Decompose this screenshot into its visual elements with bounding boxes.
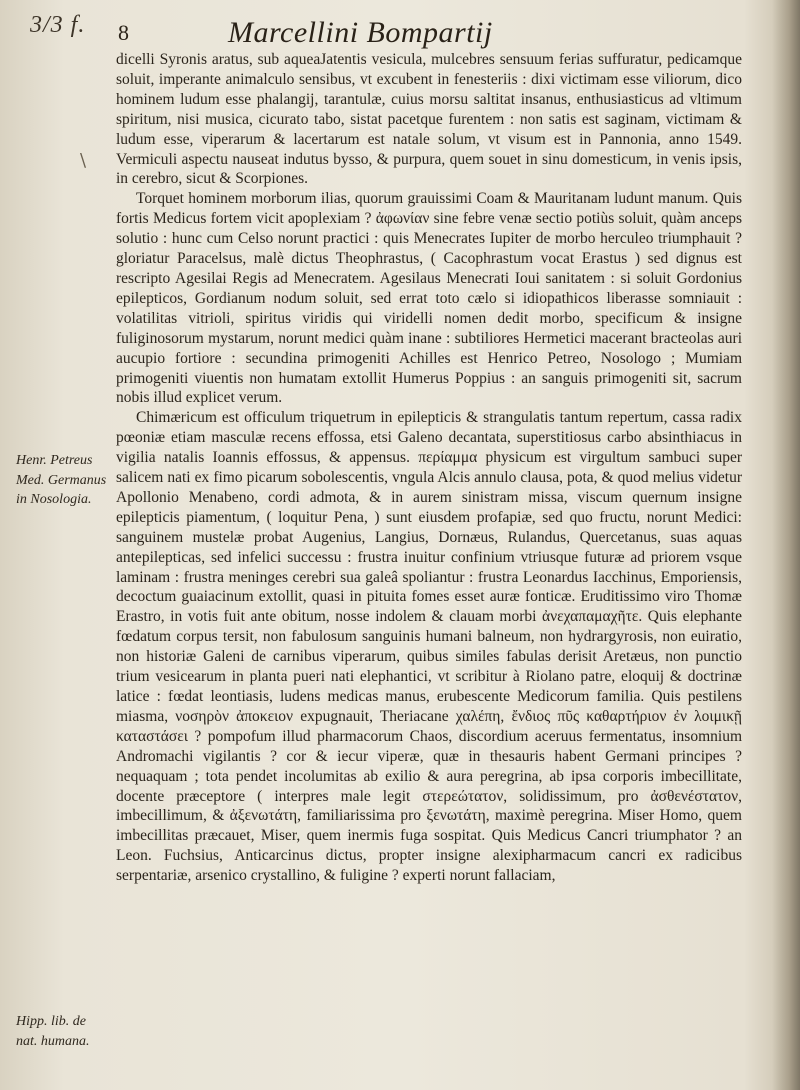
margin-note-hippocrates: Hipp. lib. de nat. humana.	[16, 1014, 90, 1049]
page-header	[118, 14, 658, 52]
page-gutter-shadow	[772, 0, 800, 1090]
body-text	[116, 50, 742, 886]
handwritten-shelfmark: 3/3 f.	[30, 12, 86, 38]
paragraph-venom: dicelli Syronis aratus, sub aqueaJatentis vesicula, mulcebres sensuum ferias suffuratur, pedicamque soluit, imperante animalculo sensibus, vt excubent in fenesteriis : dixi victimam esse viliorum, dico hominem ludum esse phalangij, tarantulæ, cuius morsu saltitat insanus, enthusiasticus ad vltimum spiritum, nisi musica, cicurato tabo, sistat pacetque furentem : non satis est saginam, victimam & ludum esse, viperarum & lacertarum est natale solum, vt visum est in Pannonia, anno 1549. Vermiculi aspectu nauseat indutus bysso, & purpura, quem souet in sinu domesticum, in venis ipsis, in cerebro, sicut & Scorpiones.	[116, 51, 742, 188]
margin-note-petreus: Henr. Petreus Med. Germanus in Nosologia.	[16, 453, 107, 507]
margin-bracket-mark: \	[80, 150, 87, 171]
running-title: Marcellini Bompartij	[228, 16, 493, 49]
page-number: 8	[118, 20, 129, 45]
paragraph-diseases: Torquet hominem morborum ilias, quorum grauissimi Coam & Mauritanam ludunt manum. Quis fortis Medicus fortem vicit apoplexiam ? ἀφωνίαν sine febre venæ sectio potiùs soluit, quàm anceps solutio : hunc cum Celso norunt practici : quis Menecrates Iupiter de morbo herculeo triumphauit ? gloriatur Paracelsus, malè dictus Theophrastus, ( Cacophrastum vocat Erastus ) sed dignus est rescripto Agesilai Regis ad Menecratem. Agesilaus Menecrati Ioui sanitatem : si soluit Gordonius epilepticos, Gordianum nodum soluit, sed errat toto cælo si idiopathicos liberasse somniauit : volatilitas vitrioli, spiritus viridis qui viridelli nomen dedit morbo, specificum & insigne fuliginosorum mystarum, norunt medici quàm inane : subtiliores Hermetici macerant bracteolas auri aucupio fortiore : secundina primogeniti Achilles est Henrico Petreo, Nosologo ; Mumiam primogeniti viuentis non humatam extollit Humerus Poppius : an sanguis primogeniti sit, sacrum nobis illud explicet verum.	[116, 190, 742, 407]
paragraph-remedies: Chimæricum est officulum triquetrum in epilepticis & strangulatis tantum repertum, cassa radix pœoniæ etiam masculæ recens effossa, etsi Galeno decantata, superstitiosus carbo absinthiacus in vigilia natalis Ioannis effossus, & appensus. περίαμμα physicum est virgultum sambuci super salicem nati ex fimo picarum sobolescentis, vngula Alcis annulo clausa, pota, & quod melius videtur Apollonio Menabeno, cordi admota, & in aurem sinistram missa, viscum quernum insigne epilepticis piamentum, ( loquitur Pena, ) sunt eiusdem profapiæ, sed quo fructu, norunt Medici: sanguinem mustelæ probat Augenius, Langius, Dornæus, Rulandus, Quercetanus, suas aquas antepilepticas, sed infelici successu : frustra inuitur confinium vtriusque futuræ ad priorem vsque laminam : frustra meninges cerebri sua galeâ spoliantur : frustra Leonardus Iacchinus, Emporiensis, decoctum guaiacinum extollit, quasi in pituita fomes esset auræ fonticæ. Eruditissimo viro Thomæ Erastro, in votis fuit ante obitum, nosse indolem & clauam morbi ἀνεχαπαμαχῆτε. Quis elephante fœdatum corpus tersit, non fabulosum sanguinis humani balneum, non hydrargyrosis, non euiratio, non historiæ Galeni de carnibus viperarum, quibus similes fabulas derisit Aretæus, non punctio trium vesicearum in planta pueri nati elephantici, vt scribitur à Riolano patre, eloquij & doctrinæ latice : fœdat leontiasis, ludens medicas manus, erubescente Medicorum familia. Quis pestilens miasma, νοσηρὸν ἀποκειον expugnauit, Theriacane χαλέπη, ἔνδιος πῦς καθαρτήριον ἐν λοιμικῇ καταστάσει ? pompofum illud pharmacorum Chaos, discordium aceruus fermentatus, insomnium Andromachi vigilantis ? cor & iecur viperæ, quæ in thesauris habent Germani principes ? nequaquam ; tota pendet incolumitas ab exilio & aura peregrina, ab ipsa corporis imbecillitate, docente præceptore ( interpres male legit στερεώτατον, solidissimum, pro ἀσθενέστατον, imbecillimum, & ἀξενωτάτη, familiarissima pro ξενωτάτη, maximè peregrina. Miser Homo, quem imbecillitas præcauet, Miser, quem inermis fuga sospitat. Quis Medicus Cancri triumphator ? an Leon. Fuchsius, Anticarcinus dictus, propter insigne alexipharmacum cancri ex radicibus serpentariæ, arsenico crystallino, & fuligine ? experti norunt fallaciam,	[116, 409, 742, 885]
